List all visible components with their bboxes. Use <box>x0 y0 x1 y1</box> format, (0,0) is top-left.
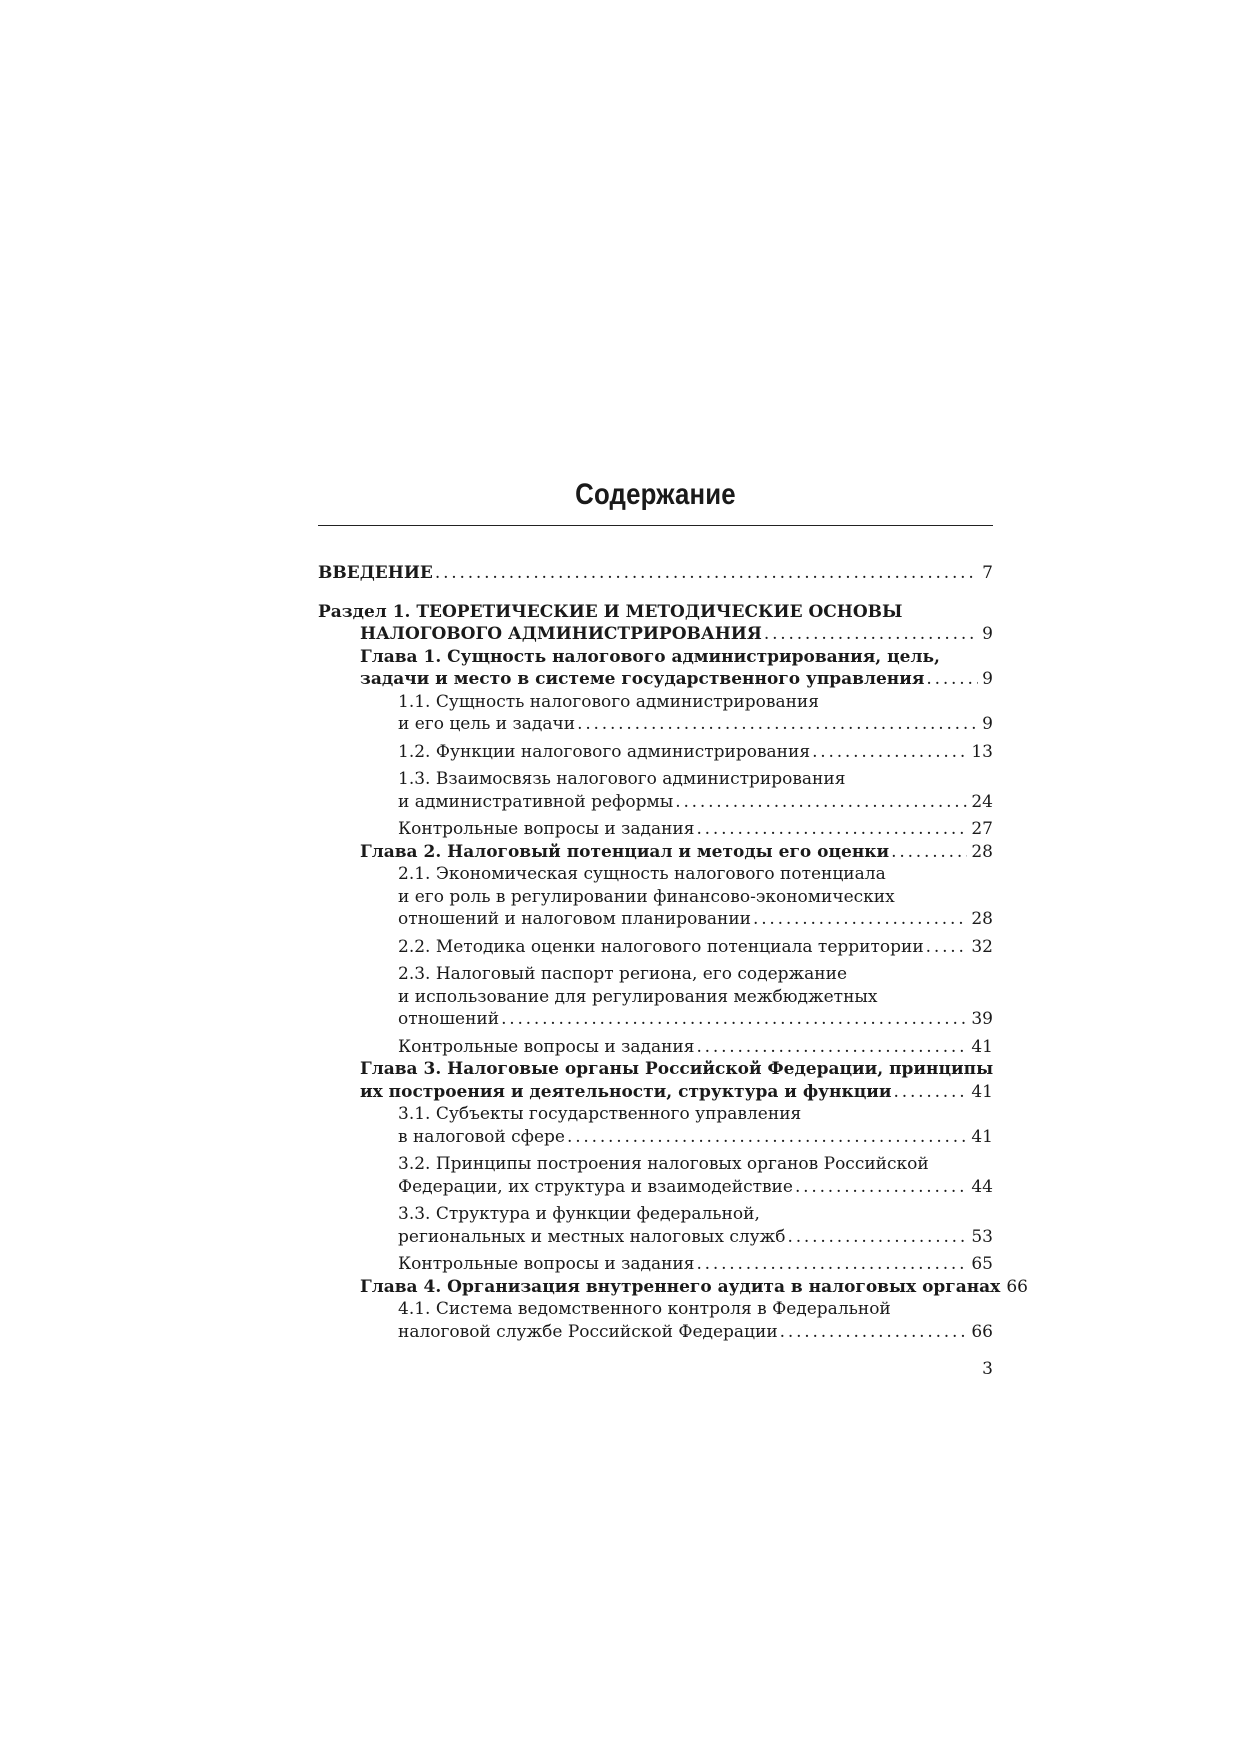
toc-entry-subsection-1-1[interactable] <box>318 691 993 736</box>
toc-entry-title-line: 2.1. Экономическая сущность налогового потенциала <box>398 864 886 884</box>
toc-entry-page: 32 <box>971 936 993 957</box>
toc-entry-subsection-3-1[interactable] <box>318 1103 993 1148</box>
toc-entry-subsection-2-2[interactable] <box>318 936 993 959</box>
toc-entry-title: Глава 2. Налоговый потенциал и методы его оценки <box>360 841 890 862</box>
toc-entry-page: 65 <box>971 1254 993 1274</box>
toc-entry-section-1[interactable] <box>318 601 993 646</box>
toc-entry-title: Глава 4. Организация внутреннего аудита в налоговых органах <box>360 1276 1001 1297</box>
dot-leader <box>926 668 978 691</box>
toc-entry-title-line: Раздел 1. ТЕОРЕТИЧЕСКИЕ И МЕТОДИЧЕСКИЕ ОСНОВЫ <box>318 601 903 622</box>
toc-entry-subsection-1-2[interactable] <box>318 741 993 764</box>
toc-entry-title: отношений и налоговом планировании <box>398 909 752 929</box>
toc-entry-page: 28 <box>971 909 993 929</box>
page-title: Содержание <box>575 478 736 511</box>
toc-entry-subsection-3-3[interactable] <box>318 1203 993 1248</box>
toc-entry-title: Контрольные вопросы и задания <box>398 1254 695 1274</box>
toc-entry-subsection-2-3[interactable] <box>318 963 993 1031</box>
toc-entry-page: 9 <box>982 669 993 689</box>
dot-leader <box>926 936 968 959</box>
toc-entry-chapter-1[interactable] <box>318 646 993 691</box>
toc-entry-introduction[interactable] <box>318 562 993 585</box>
dot-leader <box>753 908 967 931</box>
toc-entry-review-questions-1[interactable] <box>318 818 993 841</box>
toc-entry-page: 66 <box>971 1321 993 1342</box>
toc-entry-title: 2.2. Методика оценки налогового потенциала территории <box>398 936 924 957</box>
title-divider <box>318 525 993 526</box>
dot-leader <box>696 1036 967 1059</box>
toc-entry-page: 44 <box>971 1176 993 1197</box>
toc-entry-page: 41 <box>971 1036 993 1057</box>
toc-entry-subsection-1-3[interactable] <box>318 768 993 813</box>
dot-leader <box>894 1081 968 1104</box>
toc-entry-chapter-4[interactable] <box>318 1276 1028 1299</box>
toc-entry-subsection-2-1[interactable] <box>318 863 993 931</box>
toc-entry-title-line: 3.2. Принципы построения налоговых органов Российской <box>398 1154 929 1174</box>
dot-leader <box>812 741 967 764</box>
toc-entry-page: 13 <box>971 741 993 762</box>
toc-entry-title: отношений <box>398 1009 500 1029</box>
dot-leader <box>696 1253 967 1276</box>
toc-entry-title: и его цель и задачи <box>398 714 576 734</box>
dot-leader <box>567 1126 967 1149</box>
toc-entry-page: 7 <box>982 563 993 583</box>
toc-entry-title-line: и его роль в регулировании финансово-экономических <box>398 886 895 907</box>
toc-entry-page: 24 <box>971 791 993 812</box>
toc-entry-title-line: и использование для регулирования межбюджетных <box>398 986 878 1007</box>
toc-entry-title-line: 1.3. Взаимосвязь налогового администрирования <box>398 769 846 789</box>
toc-entry-title: Контрольные вопросы и задания <box>398 1036 695 1057</box>
dot-leader <box>675 791 967 814</box>
toc-entry-page: 66 <box>1006 1276 1028 1297</box>
dot-leader <box>696 818 967 841</box>
dot-leader <box>788 1226 968 1249</box>
toc-entry-title-line: 2.3. Налоговый паспорт региона, его содержание <box>398 964 848 984</box>
toc-entry-page: 41 <box>971 1081 993 1102</box>
toc-entry-page: 9 <box>982 624 993 644</box>
toc-entry-chapter-2[interactable] <box>318 841 993 864</box>
toc-entry-title: НАЛОГОВОГО АДМИНИСТРИРОВАНИЯ <box>360 624 762 644</box>
toc-entry-title: в налоговой сфере <box>398 1126 565 1147</box>
toc-entry-review-questions-3[interactable] <box>318 1253 993 1276</box>
toc-entry-title-line: 3.3. Структура и функции федеральной, <box>398 1204 760 1224</box>
dot-leader <box>795 1176 967 1199</box>
toc-entry-title-line: Глава 1. Сущность налогового администрирования, цель, <box>360 646 940 667</box>
toc-entry-title: Контрольные вопросы и задания <box>398 819 695 839</box>
toc-entry-page: 41 <box>971 1126 993 1147</box>
dot-leader <box>577 713 978 736</box>
dot-leader <box>435 562 978 585</box>
toc-entry-page: 27 <box>971 819 993 839</box>
toc-entry-page: 9 <box>982 714 993 734</box>
toc-entry-title: и административной реформы <box>398 791 674 812</box>
toc-entry-title: 1.2. Функции налогового администрирования <box>398 741 811 762</box>
toc-entry-chapter-3[interactable] <box>318 1058 993 1103</box>
dot-leader <box>501 1008 967 1031</box>
page-number: 3 <box>982 1359 993 1379</box>
toc-entry-title-line: 1.1. Сущность налогового администрирования <box>398 691 819 712</box>
toc-entry-title: ВВЕДЕНИЕ <box>318 563 433 583</box>
toc-entry-page: 39 <box>971 1009 993 1029</box>
toc-entry-page: 28 <box>971 841 993 862</box>
dot-leader <box>891 841 967 864</box>
table-of-contents <box>318 562 1028 1343</box>
toc-entry-review-questions-2[interactable] <box>318 1036 993 1059</box>
toc-entry-title: задачи и место в системе государственного управления <box>360 669 925 689</box>
toc-entry-subsection-3-2[interactable] <box>318 1153 993 1198</box>
dot-leader <box>780 1321 968 1344</box>
toc-entry-title: налоговой службе Российской Федерации <box>398 1321 778 1342</box>
toc-entry-title-line: 4.1. Система ведомственного контроля в Федеральной <box>398 1299 891 1319</box>
toc-entry-title: региональных и местных налоговых служб <box>398 1226 786 1247</box>
toc-entry-title-line: 3.1. Субъекты государственного управления <box>398 1104 802 1124</box>
toc-entry-title: Федерации, их структура и взаимодействие <box>398 1176 793 1197</box>
toc-entry-title: их построения и деятельности, структура и функции <box>360 1081 892 1102</box>
toc-entry-subsection-4-1[interactable] <box>318 1298 993 1343</box>
toc-entry-title-line: Глава 3. Налоговые органы Российской Федерации, принципы <box>360 1059 994 1079</box>
dot-leader <box>764 623 978 646</box>
toc-entry-page: 53 <box>971 1226 993 1247</box>
